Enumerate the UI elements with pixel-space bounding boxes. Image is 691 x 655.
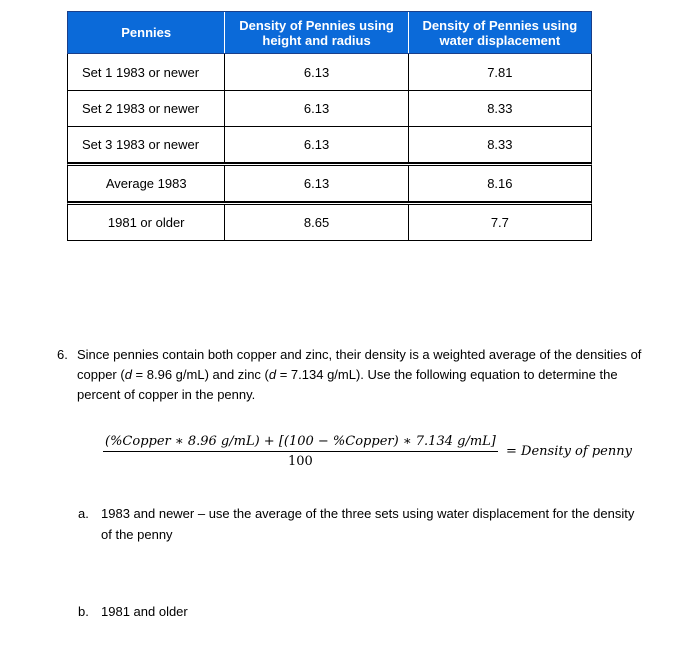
cell-density-height: 6.13 [224,166,407,201]
cell-density-water: 7.7 [408,205,591,240]
cell-density-height: 6.13 [224,91,407,126]
copper-equation [103,434,632,469]
cell-density-height: 6.13 [224,127,407,162]
cell-density-height: 6.13 [224,54,407,90]
table-row [68,90,591,126]
header-density-height-radius: Density of Pennies using height and radius [224,12,407,53]
table-row [68,126,591,162]
header-density-water-displacement: Density of Pennies using water displacement [408,12,591,53]
part-a [78,503,638,545]
part-a-text: 1983 and newer – use the average of the three sets using water displacement for the density of the penny [101,506,635,542]
cell-pennies: Set 1 1983 or newer [82,64,200,80]
equation-rhs: = Density of penny [506,444,632,459]
cell-pennies: 1981 or older [107,215,185,230]
density-table [67,11,592,241]
part-b-text: 1981 and older [101,604,188,619]
cell-pennies: Set 2 1983 or newer [82,101,200,116]
cell-density-water: 8.16 [408,166,591,201]
equation-denominator: 100 [288,454,313,469]
cell-density-water: 8.33 [408,91,591,126]
part-a-label: a. [78,506,89,521]
table-row [68,54,591,90]
header-pennies: Pennies [121,25,172,40]
question-text: Since pennies contain both copper and zinc, their density is a weighted average of the densities of copper (d = 8.96 g/mL) and zinc (d = 7.134 g/mL). Use the following equation to determine the percent of copper in the penny. [77,347,642,402]
table-header [67,11,592,54]
cell-pennies: Set 3 1983 or newer [82,137,200,152]
cell-density-height: 8.65 [224,205,407,240]
cell-density-water: 7.81 [408,54,591,90]
part-b [78,602,188,622]
cell-density-water: 8.33 [408,127,591,162]
table-row-average [68,166,591,201]
table-body [67,54,592,163]
part-b-label: b. [78,604,89,619]
equation-numerator: (%Copper ∗ 8.96 g/mL) + [(100 − %Copper) ∗ 7.134 g/mL] [103,434,498,452]
question-number: 6. [57,347,68,362]
table-summary [67,163,592,202]
table-row-older [68,205,591,240]
cell-pennies: Average 1983 [105,176,187,191]
table-summary-older [67,202,592,241]
equation-fraction [103,434,498,469]
question-6 [57,345,657,405]
